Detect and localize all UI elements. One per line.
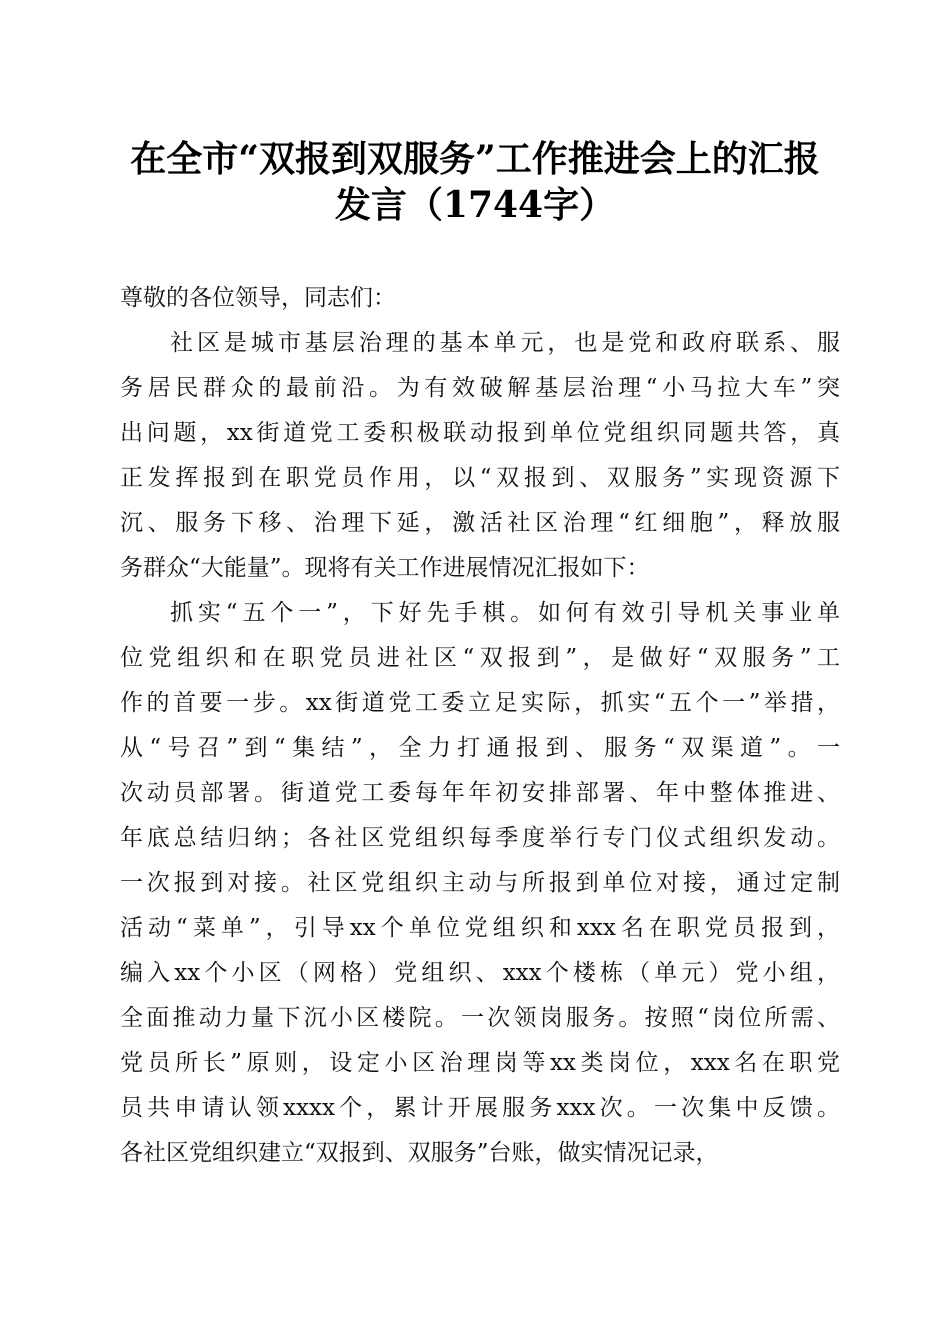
paragraph-line: 活动“菜单”，引导xx个单位党组织和xxx名在职党员报到， [120, 915, 840, 941]
paragraph-line: 次动员部署。街道党工委每年年初安排部署、年中整体推进、 [120, 780, 840, 806]
document-title [0, 136, 950, 228]
paragraph-line: 党员所长”原则，设定小区治理岗等xx类岗位，xxx名在职党 [120, 1050, 840, 1076]
paragraph-line: 作的首要一步。xx街道党工委立足实际，抓实“五个一”举措， [120, 690, 840, 716]
paragraph-line: 正发挥报到在职党员作用，以“双报到、双服务”实现资源下 [120, 465, 840, 491]
title-line-1: 在全市“双报到双服务”工作推进会上的汇报 [130, 138, 820, 180]
paragraph-line: 员共申请认领xxxx个，累计开展服务xxx次。一次集中反馈。 [120, 1095, 840, 1121]
paragraph-line: 各社区党组织建立“双报到、双服务”台账，做实情况记录， [120, 1140, 719, 1166]
salutation: 尊敬的各位领导，同志们： [120, 285, 396, 311]
title-line-2: 发言（1744字） [334, 184, 616, 226]
document-body [120, 276, 840, 1176]
paragraph-2 [120, 591, 840, 1176]
paragraph-line: 年底总结归纳；各社区党组织每季度举行专门仪式组织发动。 [120, 825, 840, 851]
paragraph-line: 从“号召”到“集结”，全力打通报到、服务“双渠道”。一 [120, 735, 840, 761]
paragraph-line: 编入xx个小区（网格）党组织、xxx个楼栋（单元）党小组， [120, 960, 840, 986]
paragraph-line: 务居民群众的最前沿。为有效破解基层治理“小马拉大车”突 [120, 375, 840, 401]
paragraph-line: 出问题，xx街道党工委积极联动报到单位党组织同题共答，真 [120, 420, 840, 446]
paragraph-line: 全面推动力量下沉小区楼院。一次领岗服务。按照“岗位所需、 [120, 1005, 840, 1031]
paragraph-line: 务群众“大能量”。现将有关工作进展情况汇报如下： [120, 555, 650, 581]
paragraph-line: 社区是城市基层治理的基本单元，也是党和政府联系、服 [170, 330, 840, 356]
paragraph-line: 沉、服务下移、治理下延，激活社区治理“红细胞”，释放服 [120, 510, 840, 536]
paragraph-line: 一次报到对接。社区党组织主动与所报到单位对接，通过定制 [120, 870, 840, 896]
paragraph-line: 位党组织和在职党员进社区“双报到”，是做好“双服务”工 [120, 645, 840, 671]
paragraph-1 [120, 321, 840, 591]
paragraph-line: 抓实“五个一”，下好先手棋。如何有效引导机关事业单 [170, 600, 840, 626]
